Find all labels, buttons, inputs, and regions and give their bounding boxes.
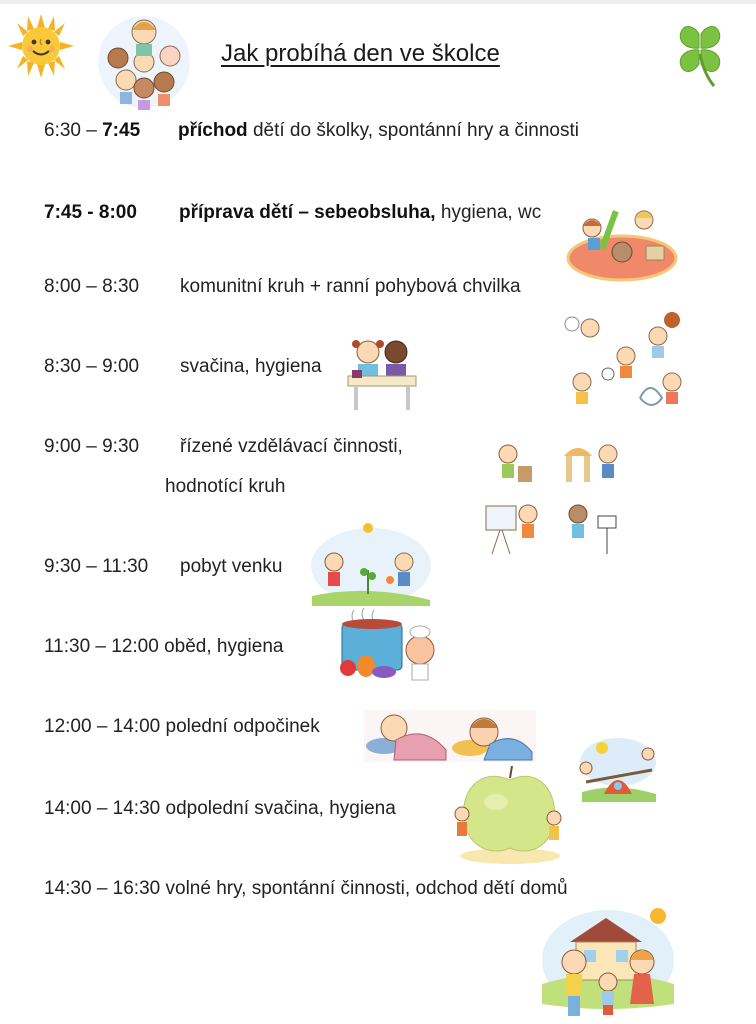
activity: polední odpočinek [165, 716, 320, 737]
schedule-row-7 [44, 636, 283, 658]
schedule-row-4 [44, 356, 322, 378]
children-at-table-illustration [346, 336, 418, 414]
time-range: 8:00 – 8:30 [44, 276, 140, 297]
activity: volné hry, spontánní činnosti, odchod dětí domů [165, 878, 568, 899]
schedule-row-5-continued [165, 476, 285, 498]
activity-highlight: příprava dětí – sebeobsluha, [179, 202, 436, 223]
schedule-row-10 [44, 878, 568, 900]
clover-icon [668, 18, 732, 90]
time-range: 14:30 – 16:30 [44, 878, 161, 899]
activity: hygiena, wc [435, 202, 542, 223]
children-sleeping-illustration [364, 710, 536, 762]
page-title: Jak probíhá den ve školce [221, 40, 500, 67]
apple-illustration [448, 764, 572, 864]
activity: oběd, hygiena [164, 636, 284, 657]
children-sports-illustration [560, 310, 696, 418]
activity: svačina, hygiena [180, 356, 322, 377]
family-house-illustration [534, 904, 682, 1022]
activity: komunitní kruh + ranní pohybová chvilka [180, 276, 521, 297]
activity: dětí do školky, spontánní hry a činnosti [247, 120, 579, 141]
cooking-pot-illustration [334, 606, 438, 688]
time-range: 9:30 – 11:30 [44, 556, 149, 577]
schedule-row-9 [44, 798, 396, 820]
schedule-row-2 [44, 202, 541, 224]
time-range: 11:30 – 12:00 [44, 636, 159, 657]
schedule-row-3 [44, 276, 521, 298]
time-range: 7:45 - 8:00 [44, 202, 137, 223]
schedule-row-1 [44, 120, 579, 142]
top-edge [0, 0, 756, 4]
activity: pobyt venku [180, 556, 283, 577]
time-range: 6:30 – 7:45 [44, 120, 141, 141]
children-playing-carpet-illustration [566, 206, 678, 282]
activity: řízené vzdělávací činnosti, [180, 436, 403, 457]
children-group-illustration [92, 12, 196, 120]
time-range: 14:00 – 14:30 [44, 798, 161, 819]
activity: odpolední svačina, hygiena [165, 798, 396, 819]
time-range: 8:30 – 9:00 [44, 356, 140, 377]
activity-highlight: příchod [178, 120, 248, 141]
schedule-row-8 [44, 716, 320, 738]
sun-icon [8, 14, 74, 78]
time-range: 12:00 – 14:00 [44, 716, 161, 737]
schedule-row-6 [44, 556, 282, 578]
seesaw-illustration [576, 732, 658, 802]
children-activities-illustration [480, 442, 622, 560]
schedule-row-5 [44, 436, 403, 458]
children-gardening-illustration [308, 520, 434, 606]
time-range: 9:00 – 9:30 [44, 436, 140, 457]
activity: hodnotící kruh [165, 476, 286, 497]
